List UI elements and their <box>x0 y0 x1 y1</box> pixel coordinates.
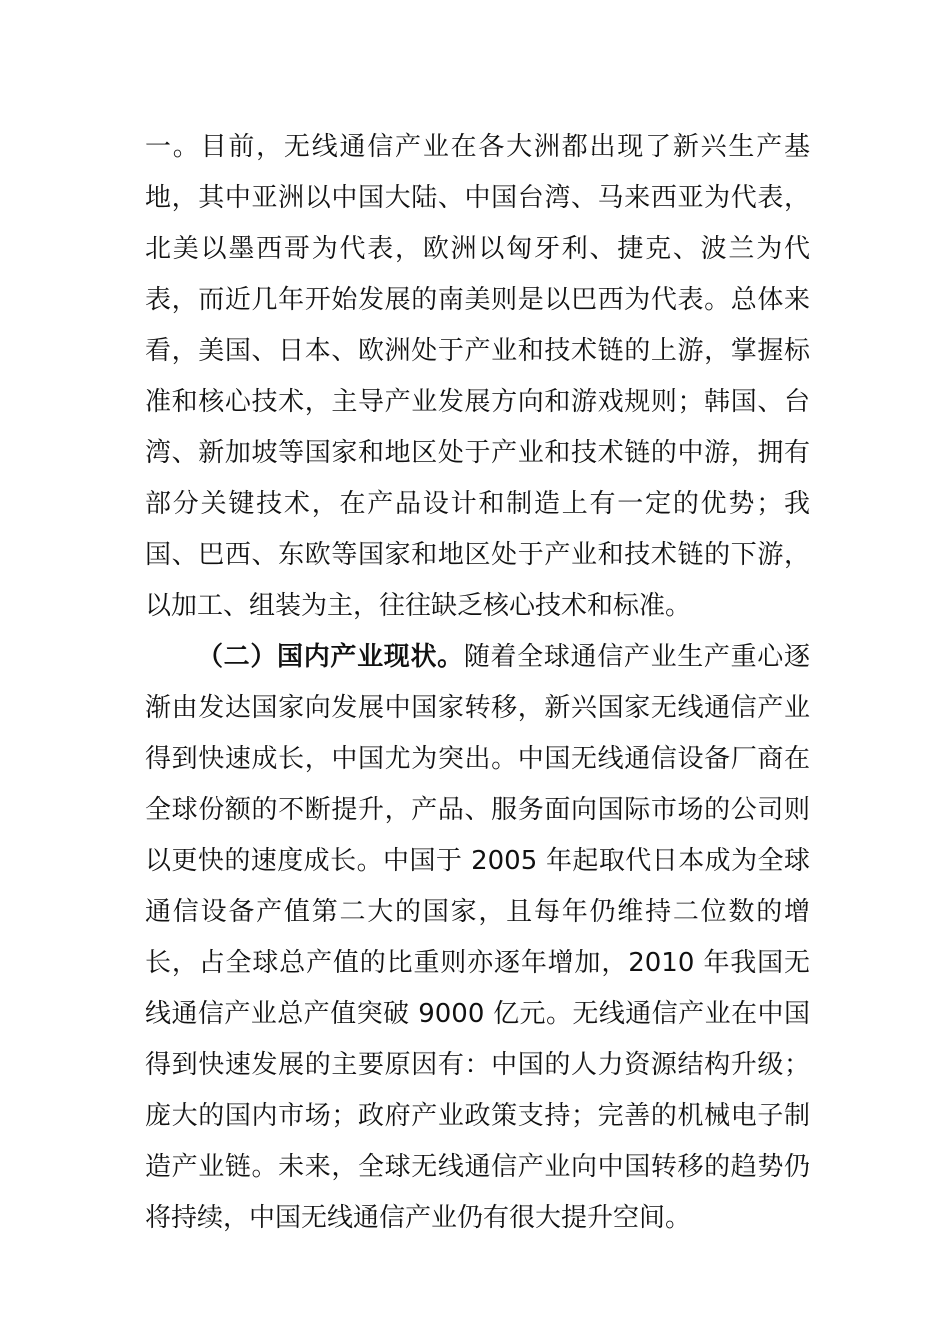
paragraph-text: 一。目前，无线通信产业在各大洲都出现了新兴生产基地，其中亚洲以中国大陆、中国台湾、马来西亚为代表，北美以墨西哥为代表，欧洲以匈牙利、捷克、波兰为代表，而近几年开始发展的南美则是以巴西为代表。总体来看，美国、日本、欧洲处于产业和技术链的上游，掌握标准和核心技术，主导产业发展方向和游戏规则；韩国、台湾、新加坡等国家和地区处于产业和技术链的中游，拥有部分关键技术，在产品设计和制造上有一定的优势；我国、巴西、东欧等国家和地区处于产业和技术链的下游，以加工、组装为主，往往缺乏核心技术和标准。 <box>145 132 810 621</box>
paragraph-domestic-industry <box>145 632 810 1244</box>
paragraph-global-industry <box>145 122 810 632</box>
section-heading: （二）国内产业现状。 <box>197 642 464 672</box>
paragraph-text: 随着全球通信产业生产重心逐渐由发达国家向发展中国家转移，新兴国家无线通信产业得到快速成长，中国尤为突出。中国无线通信设备厂商在全球份额的不断提升，产品、服务面向国际市场的公司则以更快的速度成长。中国于 2005 年起取代日本成为全球通信设备产值第二大的国家，且每年仍维持二位数的增长，占全球总产值的比重则亦逐年增加，2010 年我国无线通信产业总产值突破 9000 亿元。无线通信产业在中国得到快速发展的主要原因有：中国的人力资源结构升级；庞大的国内市场；政府产业政策支持；完善的机械电子制造产业链。未来，全球无线通信产业向中国转移的趋势仍将持续，中国无线通信产业仍有很大提升空间。 <box>145 642 810 1233</box>
document-body <box>145 122 810 1244</box>
